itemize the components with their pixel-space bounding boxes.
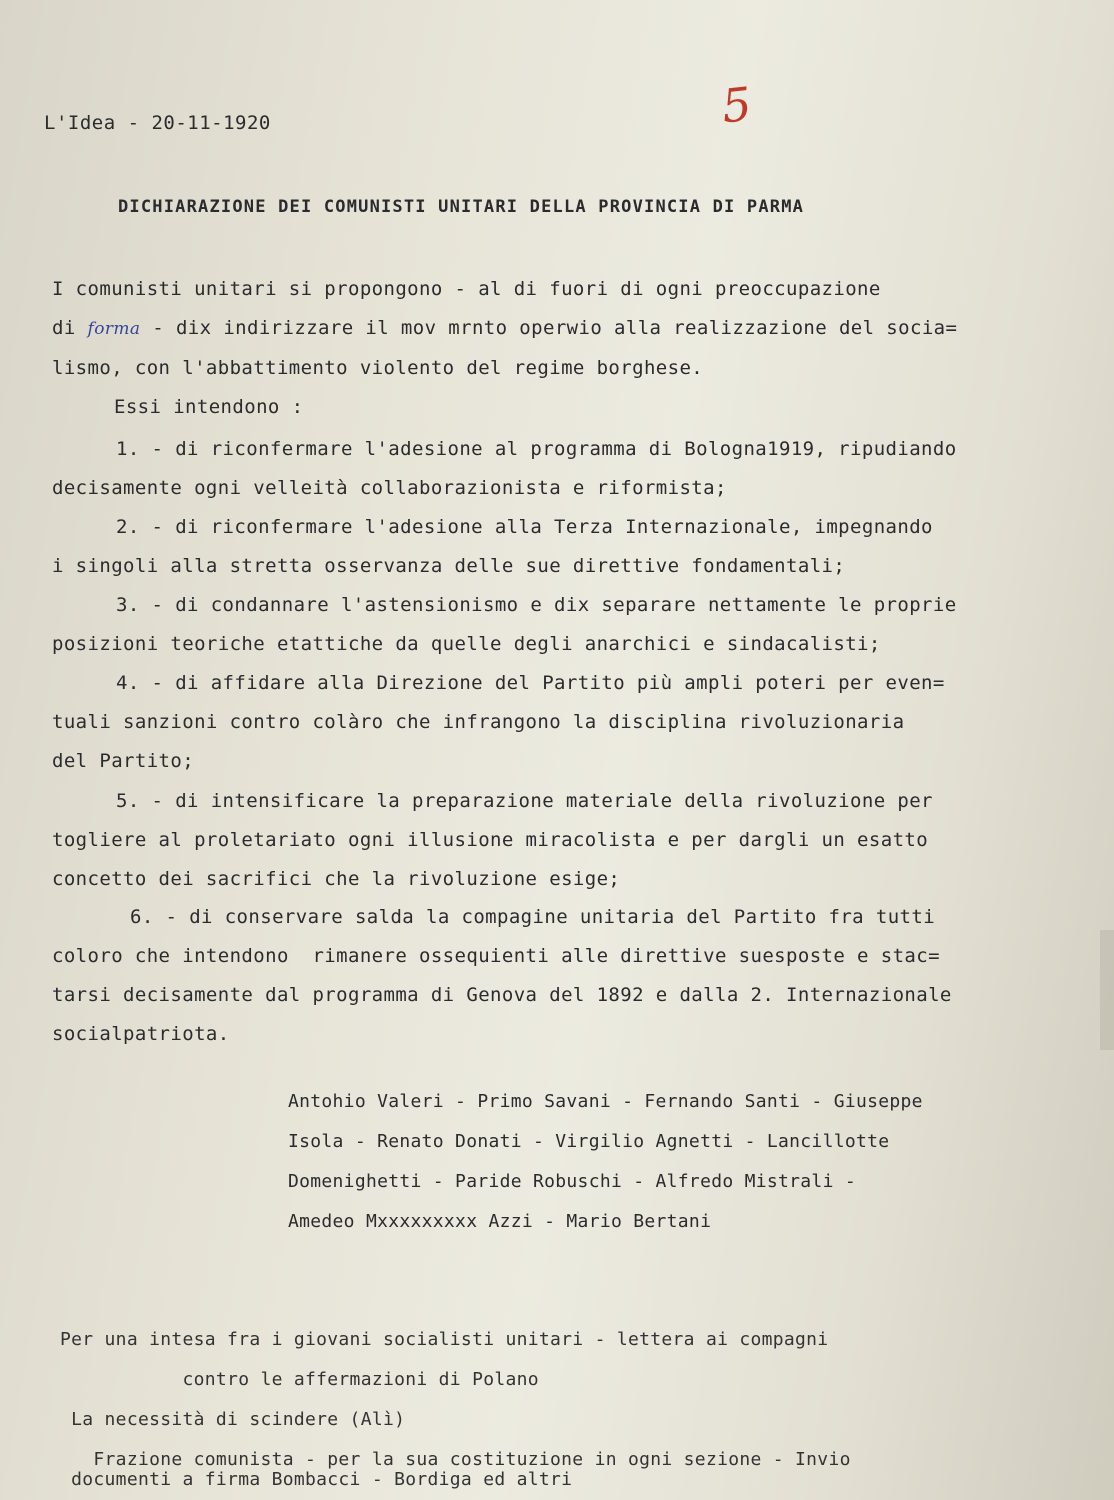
intro-paragraph [52, 270, 1092, 427]
intro-line-2-start: di [52, 317, 88, 339]
intro-line-4: Essi intendono : [114, 396, 304, 418]
handwritten-correction: forma [87, 319, 141, 339]
intro-line-1: I comunisti unitari si propongono - al di fuori di ogni preoccupazione [52, 278, 881, 300]
document-source: L'Idea - 20-11-1920 [44, 112, 271, 134]
point-5: 5. - di intensificare la preparazione materiale della rivoluzione per togliere al proletariato ogni illusione miracolista e per dargli un esatto concetto dei sacrifici che la rivoluzione esige; [52, 790, 933, 890]
signatories: Antohio Valeri - Primo Savani - Fernando Santi - Giuseppe Isola - Renato Donati - Virgilio Agnetti - Lancillotte Domenighetti - Paride Robuschi - Alfredo Mistrali - Amedeo Mxxxxxxxxx Azzi - Mario Bertani [288, 1091, 923, 1232]
point-4: 4. - di affidare alla Direzione del Partito più ampli poteri per even= tuali sanzioni contro colàro che infrangono la disciplina rivoluzionaria del Partito; [52, 672, 945, 772]
intro-line-2-end: - dix indirizzare il mov mrnto operwio alla realizzazione del socia= [140, 317, 958, 339]
intro-line-3: lismo, con l'abbattimento violento del regime borghese. [52, 357, 704, 379]
page-edge-shadow [1100, 930, 1114, 1050]
footer-notes: Per una intesa fra i giovani socialisti unitari - lettera ai compagni contro le affermazioni di Polano La necessità di scindere (Alì) Frazione comunista - per la sua costituzione in ogni sezione - Invio documenti a firma Bombacci - Bordiga ed altri [60, 1329, 851, 1490]
point-1: 1. - di riconfermare l'adesione al programma di Bologna1919, ripudiando decisamente ogni velleità collaborazionista e riformista; [52, 438, 957, 499]
point-6: 6. - di conservare salda la compagine unitaria del Partito fra tutti coloro che intendono rimanere ossequienti alle direttive suesposte e stac= tarsi decisamente dal programma di Genova del 1892 e dalla 2. Internazionale socialpatriota. [52, 906, 952, 1045]
handwritten-page-number: 5 [719, 76, 755, 134]
point-3: 3. - di condannare l'astensionismo e dix separare nettamente le proprie posizioni teoriche etattiche da quelle degli anarchici e sindacalisti; [52, 594, 957, 655]
document-title: DICHIARAZIONE DEI COMUNISTI UNITARI DELLA PROVINCIA DI PARMA [118, 197, 805, 217]
point-2: 2. - di riconfermare l'adesione alla Terza Internazionale, impegnando i singoli alla stretta osservanza delle sue direttive fondamentali; [52, 516, 933, 577]
